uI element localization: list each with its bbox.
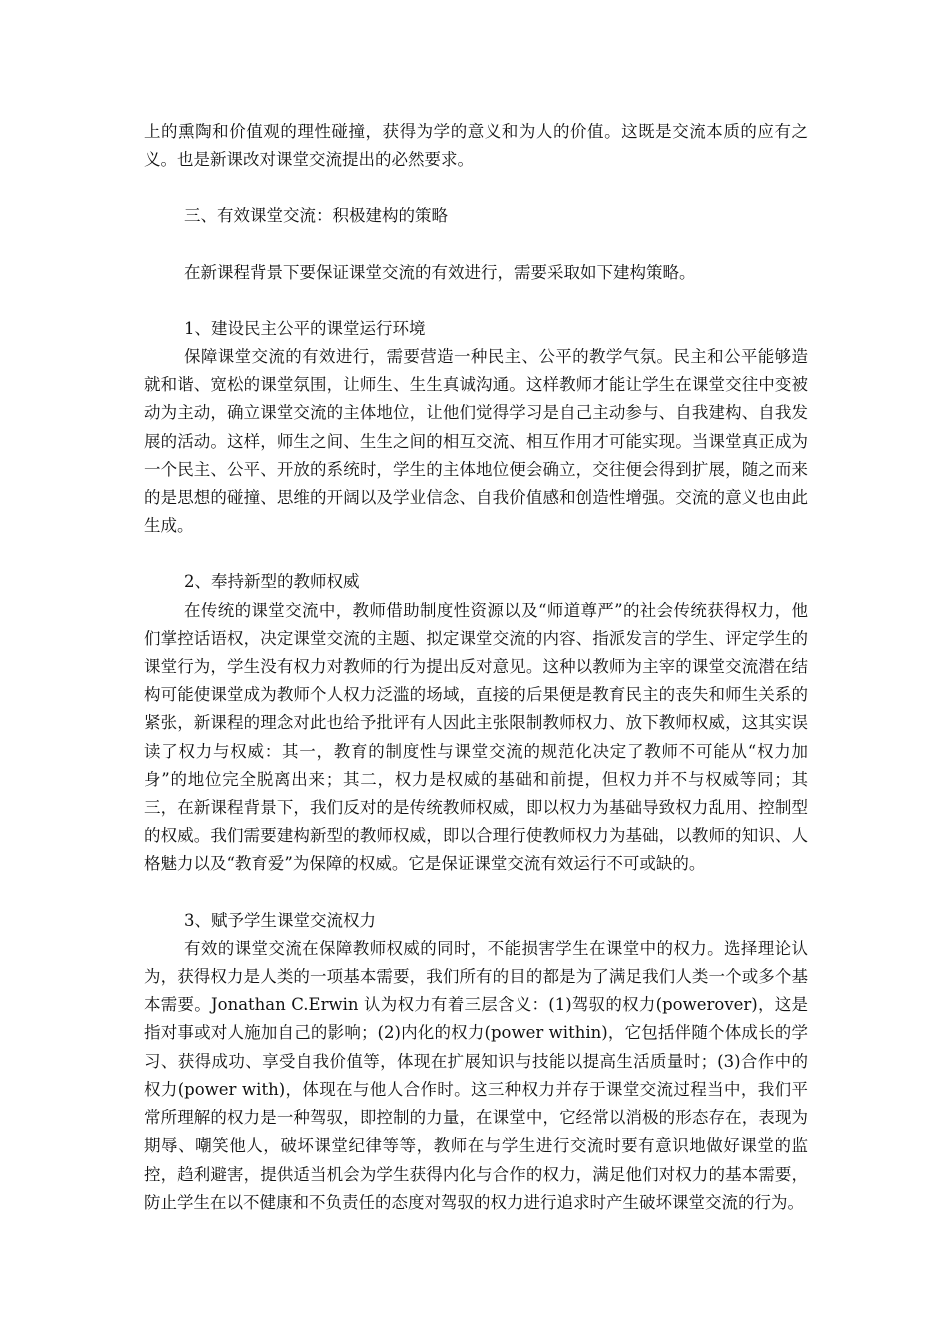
intro-paragraph: 上的熏陶和价值观的理性碰撞，获得为学的意义和为人的价值。这既是交流本质的应有之义。也是新课改对课堂交流提出的必然要求。 [144, 122, 808, 170]
spacer [144, 231, 808, 259]
spacer [144, 879, 808, 907]
section-intro: 在新课程背景下要保证课堂交流的有效进行，需要采取如下建构策略。 [184, 262, 696, 282]
subsection-3-heading: 3、赋予学生课堂交流权力 [184, 910, 376, 930]
subsection-1-body: 保障课堂交流的有效进行，需要营造一种民主、公平的教学气氛。民主和公平能够造就和谐、宽松的课堂氛围，让师生、生生真诚沟通。这样教师才能让学生在课堂交往中变被动为主动，确立课堂交流的主体地位，让他们觉得学习是自己主动参与、自我建构、自我发展的活动。这样，师生之间、生生之间的相互交流、相互作用才可能实现。当课堂真正成为一个民主、公平、开放的系统时，学生的主体地位便会确立，交往便会得到扩展，随之而来的是思想的碰撞、思维的开阔以及学业信念、自我价值感和创造性增强。交流的意义也由此生成。 [144, 347, 808, 536]
subsection-1-heading: 1、建设民主公平的课堂运行环境 [184, 318, 426, 338]
subsection-2-heading: 2、奉持新型的教师权威 [184, 572, 360, 592]
spacer [144, 174, 808, 202]
document-page [144, 118, 808, 1217]
spacer [144, 287, 808, 315]
section-heading: 三、有效课堂交流：积极建构的策略 [184, 206, 448, 226]
subsection-3-body: 有效的课堂交流在保障教师权威的同时，不能损害学生在课堂中的权力。选择理论认为，获得权力是人类的一项基本需要，我们所有的目的都是为了满足我们人类一个或多个基本需要。Jonathan C.Erwin 认为权力有着三层含义：(1)驾驭的权力(powerover)，这是指对事或对人施加自己的影响；(2)内化的权力(power within)，它包括伴随个体成长的学习、获得成功、享受自我价值等，体现在扩展知识与技能以提高生活质量时；(3)合作中的权力(power with)，体现在与他人合作时。这三种权力并存于课堂交流过程当中，我们平常所理解的权力是一种驾驭，即控制的力量，在课堂中，它经常以消极的形态存在，表现为期辱、嘲笑他人，破坏课堂纪律等等，教师在与学生进行交流时要有意识地做好课堂的监控，趋利避害，提供适当机会为学生获得内化与合作的权力，满足他们对权力的基本需要，防止学生在以不健康和不负责任的态度对驾驭的权力进行追求时产生破坏课堂交流的行为。 [144, 938, 808, 1212]
spacer [144, 540, 808, 568]
subsection-2-body: 在传统的课堂交流中，教师借助制度性资源以及“师道尊严”的社会传统获得权力，他们掌控话语权，决定课堂交流的主题、拟定课堂交流的内容、指派发言的学生、评定学生的课堂行为，学生没有权力对教师的行为提出反对意见。这种以教师为主宰的课堂交流潜在结构可能使课堂成为教师个人权力泛滥的场域，直接的后果便是教育民主的丧失和师生关系的紧张，新课程的理念对此也给予批评有人因此主张限制教师权力、放下教师权威，这其实误读了权力与权威：其一，教育的制度性与课堂交流的规范化决定了教师不可能从“权力加身”的地位完全脱离出来；其二，权力是权威的基础和前提，但权力并不与权威等同；其三，在新课程背景下，我们反对的是传统教师权威，即以权力为基础导致权力乱用、控制型的权威。我们需要建构新型的教师权威，即以合理行使教师权力为基础，以教师的知识、人格魅力以及“教育爱”为保障的权威。它是保证课堂交流有效运行不可或缺的。 [144, 600, 808, 874]
